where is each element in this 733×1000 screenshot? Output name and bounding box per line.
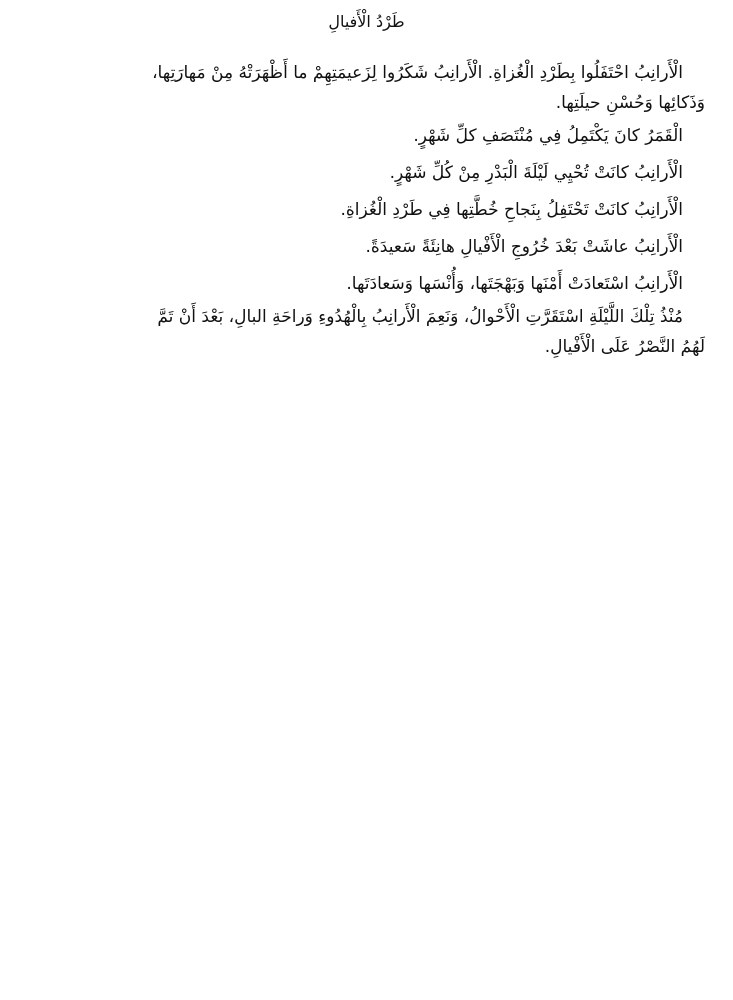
- paragraph-full-moon-night: الْأَرانِبُ كانَتْ تُحْيِي لَيْلَةَ الْبَدْرِ مِنْ كُلِّ شَهْرٍ.: [389, 163, 683, 183]
- paragraph-since-that-night-line-2: لَهُمُ النَّصْرُ عَلَى الْأَفْيالِ.: [544, 337, 705, 357]
- paragraph-happy-life: الْأَرانِبُ عاشَتْ بَعْدَ خُرُوجِ الْأَفْيالِ هانِئَةً سَعيدَةً.: [365, 237, 683, 257]
- paragraph-plan-success: الْأَرانِبُ كانَتْ تَحْتَفِلُ بِنَجاحِ خُطَّتِها فِي طَرْدِ الْغُزاةِ.: [340, 200, 683, 220]
- paragraph-moon: الْقَمَرُ كانَ يَكْتَمِلُ فِي مُنْتَصَفِ كلِّ شَهْرٍ.: [413, 126, 683, 146]
- document-body: [21, 58, 705, 362]
- paragraph-celebration-line-2: وَذَكائِها وَحُسْنِ حيلَتِها.: [555, 93, 705, 113]
- paragraph-restored-safety: الْأَرانِبُ اسْتَعادَتْ أَمْنَها وَبَهْجَتَها، وَأُنْسَها وَسَعادَتَها.: [346, 274, 683, 294]
- paragraph-celebration-line-1: الْأَرانِبُ احْتَفَلُوا بِطَرْدِ الْغُزاةِ. الْأَرانِبُ شَكَرُوا لِزَعيمَتِهِمْ ما أَظْهَرَتْهُ مِنْ مَهارَتِها،: [152, 63, 683, 83]
- paragraph-since-that-night-line-1: مُنْذُ تِلْكَ اللَّيْلَةِ اسْتَقَرَّتِ الْأَحْوالُ، وَنَعِمَ الْأَرانِبُ بِالْهُدُوءِ وَراحَةِ البالِ، بَعْدَ أَنْ تَمَّ: [157, 307, 683, 327]
- document-title: طَرْدُ الْأَفيالِ: [328, 12, 405, 31]
